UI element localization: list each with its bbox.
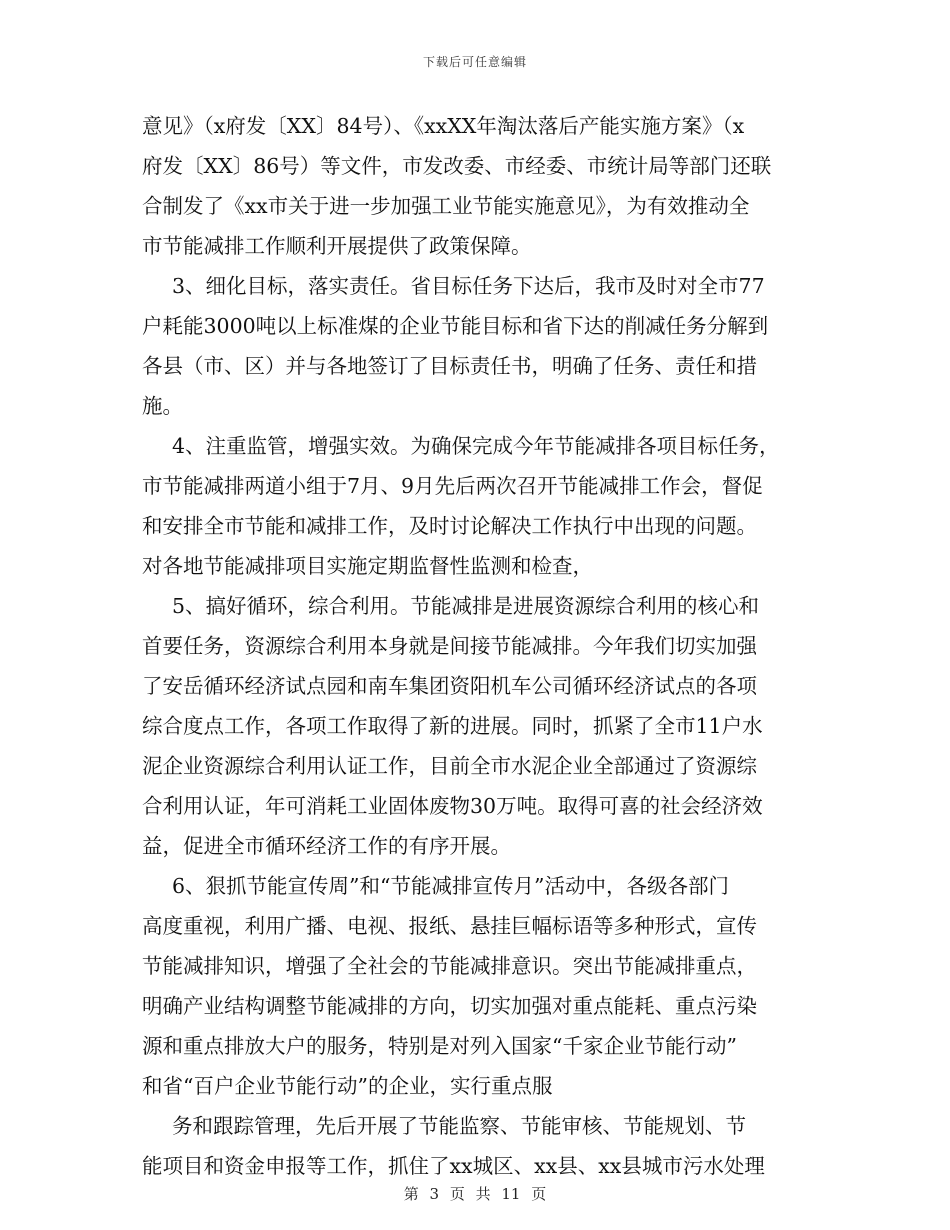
text-line: 施。 [142,394,183,418]
text-line: 合利用认证，年可消耗工业固体废物30万吨。取得可喜的社会经济效 [142,794,763,818]
text-line: 市节能减排工作顺利开展提供了政策保障。 [142,234,532,258]
text-line: 和省“百户企业节能行动”的企业，实行重点服 [142,1074,553,1098]
text-line: 能项目和资金申报等工作，抓住了xx城区、xx县、xx县城市污水处理 [142,1154,765,1178]
text-line: 源和重点排放大户的服务，特别是对列入国家“千家企业节能行动” [142,1034,737,1058]
paragraph-start-line: 6、狠抓节能宣传周”和“节能减排宣传月”活动中，各级各部门 [172,874,729,898]
text-line: 首要任务，资源综合利用本身就是间接节能减排。今年我们切实加强 [142,634,757,658]
text-line: 和安排全市节能和减排工作，及时讨论解决工作执行中出现的问题。 [142,514,757,538]
text-line: 节能减排知识，增强了全社会的节能减排意识。突出节能减排重点， [142,954,757,978]
text-line: 各县（市、区）并与各地签订了目标责任书，明确了任务、责任和措 [142,354,757,378]
text-line: 府发〔XX〕86号）等文件，市发改委、市经委、市统计局等部门还联 [142,154,772,178]
paragraph-start-line: 务和跟踪管理，先后开展了节能监察、节能审核、节能规划、节 [172,1114,746,1138]
text-line: 对各地节能减排项目实施定期监督性监测和检查， [142,554,593,578]
document-body [142,106,814,1186]
text-line: 高度重视，利用广播、电视、报纸、悬挂巨幅标语等多种形式，宣传 [142,914,757,938]
page-number-footer: 第 3 页 共 11 页 [403,1185,547,1203]
paragraph-start-line: 5、搞好循环，综合利用。节能减排是进展资源综合利用的核心和 [172,594,760,618]
text-line: 综合度点工作，各项工作取得了新的进展。同时，抓紧了全市11户水 [142,714,763,738]
paragraph-start-line: 4、注重监管，增强实效。为确保完成今年节能减排各项目标任务， [172,434,780,458]
text-line: 合制发了《xx市关于进一步加强工业节能实施意见》，为有效推动全 [142,194,750,218]
text-line: 泥企业资源综合利用认证工作，目前全市水泥企业全部通过了资源综 [142,754,757,778]
page-header-note: 下载后可任意编辑 [422,55,527,69]
paragraph-start-line: 3、细化目标，落实责任。省目标任务下达后，我市及时对全市77 [172,274,765,298]
text-line: 意见》（x府发〔XX〕84号）、《xxXX年淘汰落后产能实施方案》（x [142,114,745,138]
text-line: 市节能减排两道小组于7月、9月先后两次召开节能减排工作会，督促 [142,474,763,498]
text-line: 了安岳循环经济试点园和南车集团资阳机车公司循环经济试点的各项 [142,674,757,698]
text-line: 明确产业结构调整节能减排的方向，切实加强对重点能耗、重点污染 [142,994,757,1018]
text-line: 益，促进全市循环经济工作的有序开展。 [142,834,511,858]
text-line: 户耗能3000吨以上标准煤的企业节能目标和省下达的削减任务分解到 [142,314,769,338]
